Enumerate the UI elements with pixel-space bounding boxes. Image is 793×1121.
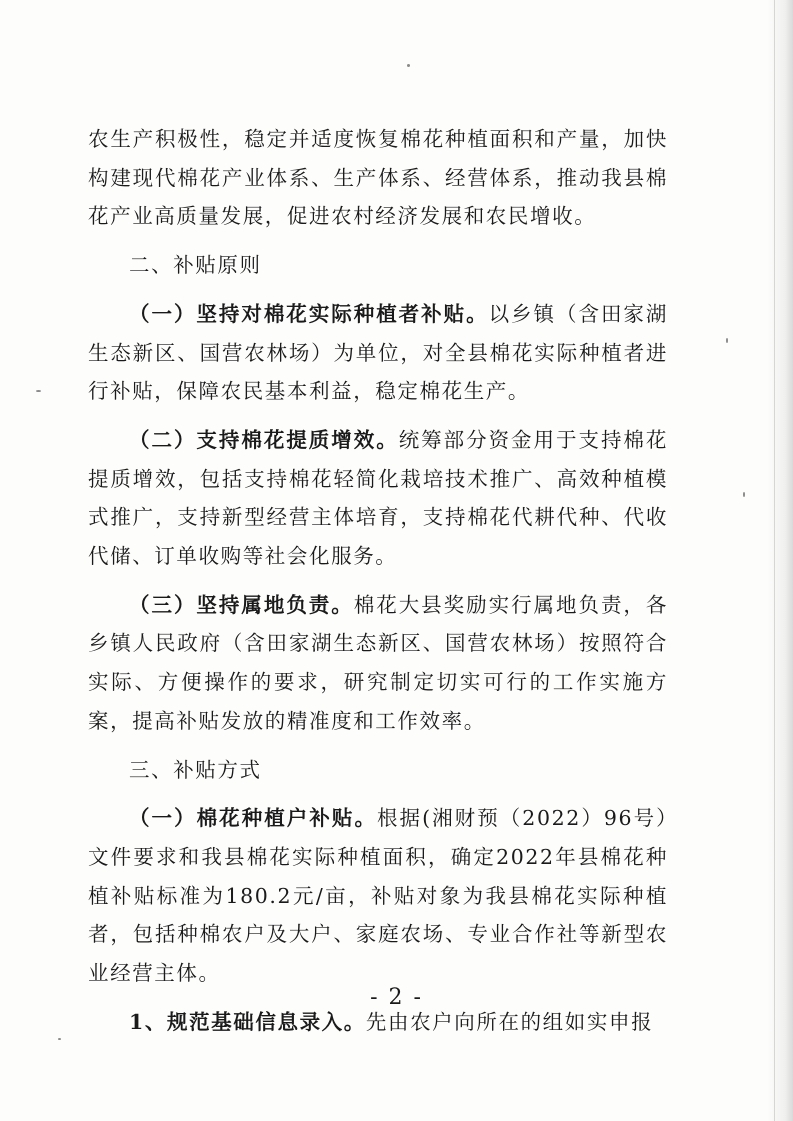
paragraph-text: 先由农户向所在的组如实申报 <box>365 1009 654 1034</box>
paragraph-text: 统筹部分资金用于支持棉花提质增效，包括支持棉花轻简化栽培技术推广、高效种植模式推广，支持新型经营主体培育，支持棉花代耕代种、代收代储、订单收购等社会化服务。 <box>88 427 668 569</box>
scan-speck <box>407 64 410 67</box>
paragraph-lead: （三）坚持属地负责。 <box>129 592 354 617</box>
section-heading-subsidy-methods <box>88 751 668 790</box>
principle-paragraph-3 <box>88 586 668 741</box>
paragraph-text: 以乡镇（含田家湖生态新区、国营农林场）为单位，对全县棉花实际种植者进行补贴，保障农民基本利益，稳定棉花生产。 <box>88 301 668 404</box>
paragraph-text: 农生产积极性，稳定并适度恢复棉花种植面积和产量，加快构建现代棉花产业体系、生产体系、经营体系，推动我县棉花产业高质量发展，促进农村经济发展和农民增收。 <box>88 127 668 229</box>
paragraph-lead: （一）棉花种植户补贴。 <box>129 806 377 831</box>
scan-edge-shadow <box>767 0 793 1121</box>
heading-text: 二、补贴原则 <box>129 253 262 278</box>
scan-speck <box>36 390 41 392</box>
paragraph-continuation <box>88 120 668 236</box>
page-number: - 2 - <box>370 985 423 1010</box>
principle-paragraph-1 <box>88 295 668 411</box>
paragraph-lead: （二）支持棉花提质增效。 <box>129 427 399 452</box>
scan-edge-line <box>774 0 775 1121</box>
heading-text: 三、补贴方式 <box>129 757 262 782</box>
paragraph-lead: 1、规范基础信息录入。 <box>129 1009 366 1034</box>
scan-speck <box>743 492 745 497</box>
paragraph-text: 棉花大县奖励实行属地负责，各乡镇人民政府（含田家湖生态新区、国营农林场）按照符合实际、方便操作的要求，研究制定切实可行的工作实施方案，提高补贴发放的精准度和工作效率。 <box>88 592 669 733</box>
scan-speck <box>726 338 728 343</box>
paragraph-lead: （一）坚持对棉花实际种植者补贴。 <box>129 301 489 326</box>
document-body <box>88 120 668 1041</box>
scan-speck <box>58 1038 61 1040</box>
paragraph-text: 根据(湘财预（2022）96号）文件要求和我县棉花实际种植面积，确定2022年县棉花种植补贴标准为180.2元/亩，补贴对象为我县棉花实际种植者，包括种棉农户及大户、家庭农场、专业合作社等新型农业经营主体。 <box>88 806 668 986</box>
principle-paragraph-2 <box>88 421 668 576</box>
method-paragraph-1 <box>88 799 668 993</box>
section-heading-subsidy-principles <box>88 246 668 285</box>
